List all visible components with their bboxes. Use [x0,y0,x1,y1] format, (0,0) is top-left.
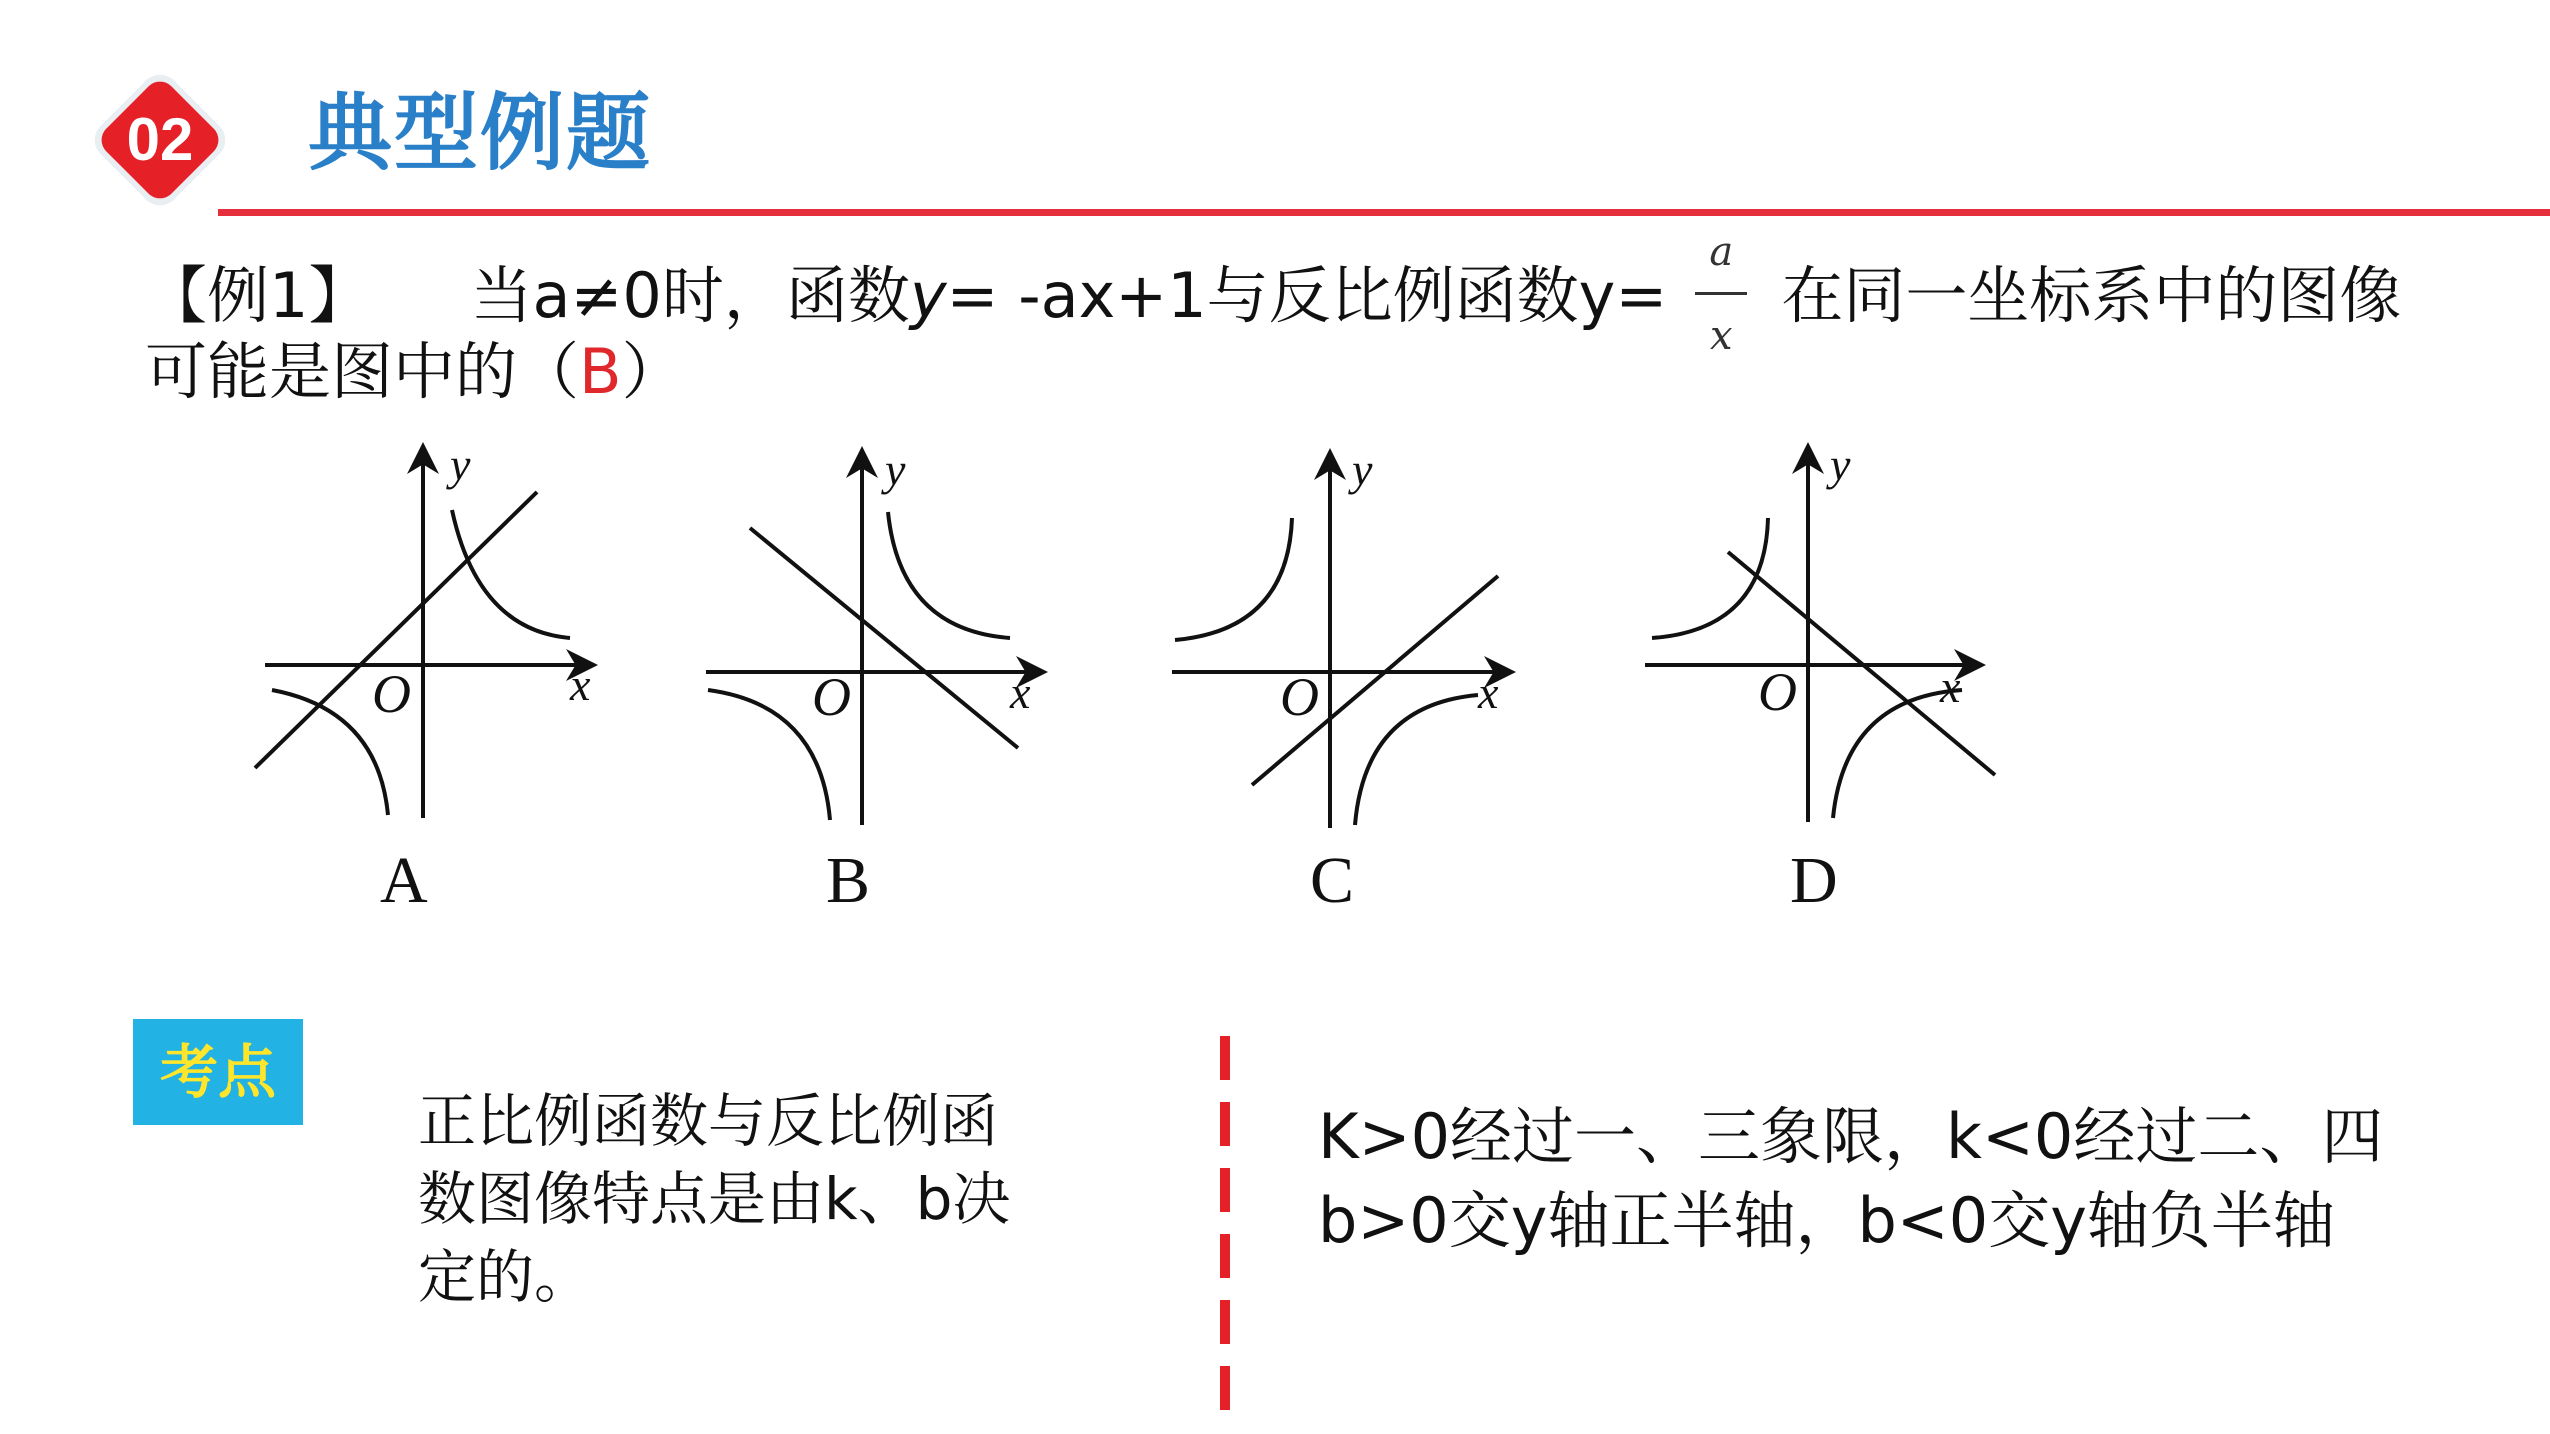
question-line2-end: ） [621,335,684,408]
section-number: 02 [126,106,194,173]
graph-d-y-label: y [1830,440,1851,490]
rule-note-line-2: b>0交y轴正半轴，b<0交y轴负半轴 [1318,1184,2335,1257]
graph-d [1645,440,1995,917]
question-line-1 [145,228,2402,359]
graph-b-line [750,528,1018,748]
kaodian-note-line-3: 定的。 [418,1243,593,1311]
graph-b-option-label: B [826,844,871,917]
graph-a-y-label: y [450,440,471,490]
fraction-denominator: x [1710,312,1733,359]
graph-b-x-label: x [1010,667,1031,718]
kaodian-label: 考点 [159,1038,276,1106]
graph-b [706,444,1032,917]
header-divider [218,209,2550,216]
kaodian-note-line-1: 正比例函数与反比例函 [418,1087,999,1155]
graph-b-hyperbola-q1 [888,512,1010,638]
fraction-numerator: a [1709,228,1734,275]
graph-c-hyperbola-q4 [1355,695,1478,825]
fraction-a-over-x [1681,228,1761,359]
graph-a-hyperbola-q3 [272,690,388,815]
graph-d-x-label: x [1940,661,1961,712]
graph-d-option-label: D [1790,844,1838,917]
graph-c-hyperbola-q2 [1175,518,1292,640]
question-text-3: 在同一坐标系中的图像 [1781,259,2402,332]
rule-note-line-1: K>0经过一、三象限，k<0经过二、四 [1318,1100,2384,1173]
graph-a [255,440,591,917]
question-prefix: 【例1】 [145,259,371,332]
graph-a-x-label: x [570,659,591,710]
graph-b-origin-label: O [812,667,851,727]
graph-a-origin-label: O [372,664,411,724]
graph-c-x-label: x [1478,667,1499,718]
graph-b-y-label: y [885,444,906,495]
graph-c-origin-label: O [1280,667,1319,727]
graph-d-hyperbola-q2 [1652,518,1768,638]
question-text-1: 当a≠0时，函数 [470,259,910,332]
question-line2-start: 可能是图中的（ [145,335,580,408]
option-graphs [0,440,2550,930]
question-y-var: y [909,259,947,332]
answer-choice: B [579,335,622,408]
graph-c [1172,444,1500,917]
graph-a-hyperbola-q1 [452,510,570,638]
question-line-2 [145,332,684,412]
dashed-divider [1220,1036,1230,1424]
graph-c-option-label: C [1310,844,1355,917]
page-title: 典型例题 [308,84,653,182]
graph-a-line [255,492,537,768]
graph-a-option-label: A [380,844,428,917]
graph-c-y-label: y [1352,444,1373,495]
question-text-2: = -ax+1与反比例函数y= [946,259,1668,332]
graph-d-origin-label: O [1758,662,1797,722]
kaodian-note-line-2: 数图像特点是由k、b决 [418,1165,1011,1233]
kaodian-note [418,1082,1078,1316]
